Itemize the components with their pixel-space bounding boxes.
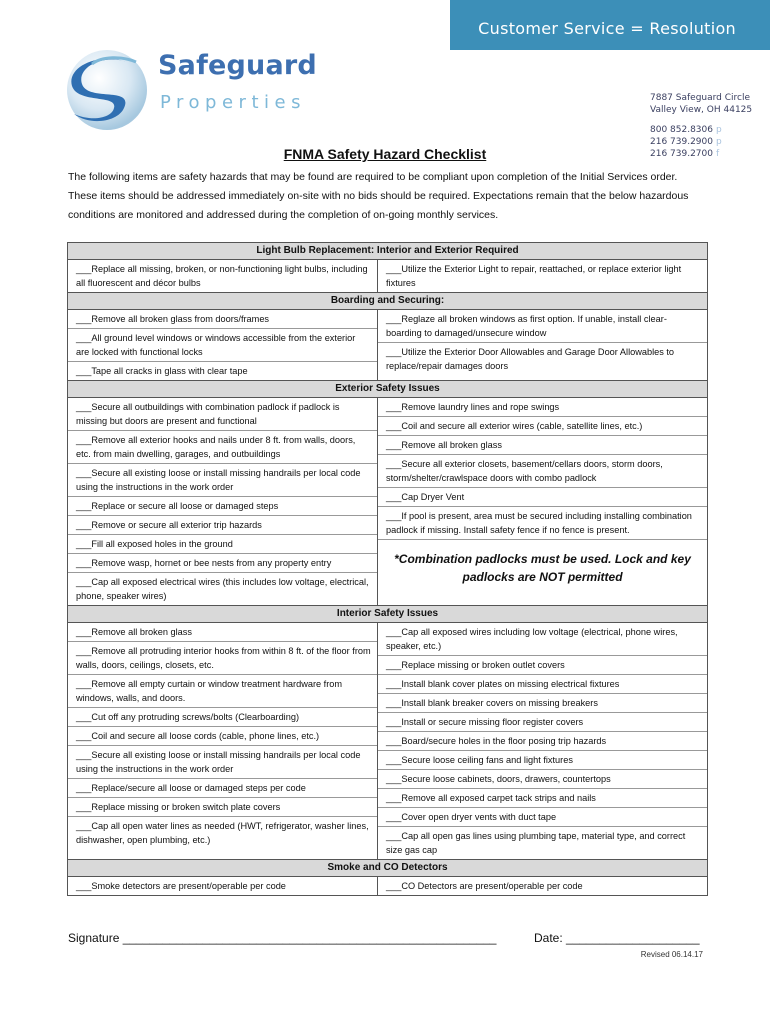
section-header-row — [68, 293, 708, 310]
section-items-row — [68, 398, 708, 606]
section-title: Smoke and CO Detectors — [68, 860, 708, 877]
checklist-item: ___Install blank breaker covers on missing breakers — [378, 693, 707, 712]
checklist-item: ___Secure all outbuildings with combination padlock if padlock is missing but doors are present and functional — [76, 402, 340, 426]
section-title: Boarding and Securing: — [68, 293, 708, 310]
checklist-column-right — [378, 877, 708, 896]
checklist-item: ___Secure all exterior closets, basement/cellars doors, storm doors, storm/shelter/crawlspace doors with combo padlock — [378, 454, 707, 487]
checklist-item: ___Utilize the Exterior Door Allowables and Garage Door Allowables to replace/repair damages doors — [378, 342, 707, 375]
checklist-item: ___Replace missing or broken switch plate covers — [68, 797, 377, 816]
checklist-column-left — [68, 260, 378, 293]
checklist-item: ___Reglaze all broken windows as first option. If unable, install clear-boarding to damaged/unsecure window — [386, 314, 667, 338]
checklist-item: ___Coil and secure all exterior wires (cable, satellite lines, etc.) — [378, 416, 707, 435]
checklist-item: ___Cap all open gas lines using plumbing tape, material type, and correct size gas cap — [378, 826, 707, 859]
checklist-item: ___Remove laundry lines and rope swings — [386, 402, 560, 412]
checklist-column-right — [378, 260, 708, 293]
checklist-item: ___Utilize the Exterior Light to repair, reattached, or replace exterior light fixtures — [386, 264, 682, 288]
checklist-item: ___Replace all missing, broken, or non-functioning light bulbs, including all fluorescent and décor bulbs — [76, 264, 368, 288]
checklist-item: ___Coil and secure all loose cords (cable, phone lines, etc.) — [68, 726, 377, 745]
checklist-item: ___Cap Dryer Vent — [378, 487, 707, 506]
checklist-item: ___Remove all broken glass — [378, 435, 707, 454]
checklist-column-left — [68, 877, 378, 896]
checklist-item: ___Install blank cover plates on missing electrical fixtures — [378, 674, 707, 693]
phone-number: 216 739.2700 — [650, 149, 713, 159]
checklist-item: ___Cap all exposed electrical wires (this includes low voltage, electrical, phone, speaker wires) — [68, 572, 377, 605]
checklist-item: ___Replace/secure all loose or damaged steps per code — [68, 778, 377, 797]
checklist-item: ___Remove or secure all exterior trip hazards — [68, 515, 377, 534]
checklist-item: ___CO Detectors are present/operable per code — [386, 881, 583, 891]
signature-line[interactable]: Signature ________________________________________________________ — [68, 931, 497, 945]
checklist-item: ___If pool is present, area must be secured including installing combination padlock if missing. Install safety fence if no fence is present. — [378, 506, 707, 539]
checklist-item: ___Replace missing or broken outlet covers — [378, 655, 707, 674]
phone-type-label: f — [715, 149, 720, 159]
checklist-item: ___Fill all exposed holes in the ground — [68, 534, 377, 553]
checklist-item: ___Remove all empty curtain or window treatment hardware from windows, walls, and doors. — [68, 674, 377, 707]
phone-number: 800 852.8306 — [650, 125, 713, 135]
intro-paragraph: The following items are safety hazards that may be found are required to be compliant upon completion of the Initial Services order. These items should be addressed immediately on-site with no bids should be required. Expectations remain that the below hazardous conditions are monitored and addressed during the completion of on-going monthly services. — [68, 171, 689, 221]
brand-name: Safeguard — [158, 50, 317, 81]
address-line: Valley View, OH 44125 — [650, 105, 753, 115]
document-title: FNMA Safety Hazard Checklist — [283, 146, 487, 162]
company-address — [650, 92, 752, 116]
checklist-column-left — [68, 398, 378, 606]
checklist-item: ___Remove all broken glass — [76, 627, 192, 637]
section-header-row — [68, 381, 708, 398]
checklist-item: ___Install or secure missing floor register covers — [378, 712, 707, 731]
padlock-callout: *Combination padlocks must be used. Lock and key padlocks are NOT permitted — [378, 539, 707, 586]
checklist-item: ___Secure loose cabinets, doors, drawers, countertops — [378, 769, 707, 788]
header-banner — [450, 0, 770, 50]
swoosh-logo-icon — [62, 44, 162, 134]
address-line: 7887 Safeguard Circle — [650, 93, 751, 103]
checklist-item: ___Remove wasp, hornet or bee nests from any property entry — [68, 553, 377, 572]
section-header-row — [68, 606, 708, 623]
checklist-item: ___All ground level windows or windows accessible from the exterior are locked with functional locks — [68, 328, 377, 361]
section-header-row — [68, 243, 708, 260]
checklist-item: ___Remove all exposed carpet tack strips and nails — [378, 788, 707, 807]
checklist-column-right — [378, 398, 708, 606]
checklist-item: ___Cap all exposed wires including low voltage (electrical, phone wires, speaker, etc.) — [386, 627, 678, 651]
checklist-item: ___Board/secure holes in the floor posing trip hazards — [378, 731, 707, 750]
section-title: Interior Safety Issues — [68, 606, 708, 623]
checklist-column-left — [68, 310, 378, 381]
company-logo — [62, 44, 322, 134]
section-header-row — [68, 860, 708, 877]
checklist-item: ___Replace or secure all loose or damaged steps — [68, 496, 377, 515]
section-title: Exterior Safety Issues — [68, 381, 708, 398]
checklist-item: ___Secure all existing loose or install missing handrails per local code using the instructions in the work order — [68, 745, 377, 778]
date-line[interactable]: Date: ____________________ — [534, 931, 700, 945]
checklist-item: ___Remove all protruding interior hooks from within 8 ft. of the floor from walls, doors, ceilings, closets, etc. — [68, 641, 377, 674]
checklist-item: ___Remove all exterior hooks and nails under 8 ft. from walls, doors, etc. from main dwelling, garages, and outbuildings — [68, 430, 377, 463]
checklist-item: ___Tape all cracks in glass with clear tape — [68, 361, 377, 380]
banner-tagline: Customer Service = Resolution — [478, 19, 736, 38]
checklist-item: ___Cap all open water lines as needed (HWT, refrigerator, washer lines, dishwasher, open plumbing, etc.) — [68, 816, 377, 849]
checklist-item: ___Remove all broken glass from doors/frames — [76, 314, 270, 324]
phone-row — [650, 124, 722, 136]
checklist-column-right — [378, 310, 708, 381]
checklist-item: ___Smoke detectors are present/operable per code — [76, 881, 286, 891]
checklist-item: ___Cover open dryer vents with duct tape — [378, 807, 707, 826]
revision-date: Revised 06.14.17 — [640, 950, 703, 959]
safety-checklist-table — [67, 242, 708, 896]
section-title: Light Bulb Replacement: Interior and Exterior Required — [68, 243, 708, 260]
checklist-item: ___Secure loose ceiling fans and light fixtures — [378, 750, 707, 769]
section-items-row — [68, 877, 708, 896]
checklist-item: ___Cut off any protruding screws/bolts (Clearboarding) — [68, 707, 377, 726]
checklist-column-left — [68, 623, 378, 860]
phone-number: 216 739.2900 — [650, 137, 713, 147]
phone-type-label: p — [715, 137, 722, 147]
brand-subtitle: Properties — [160, 92, 306, 113]
section-items-row — [68, 310, 708, 381]
checklist-item: ___Secure all existing loose or install missing handrails per local code using the instructions in the work order — [68, 463, 377, 496]
section-items-row — [68, 260, 708, 293]
phone-type-label: p — [715, 125, 722, 135]
section-items-row — [68, 623, 708, 860]
checklist-column-right — [378, 623, 708, 860]
